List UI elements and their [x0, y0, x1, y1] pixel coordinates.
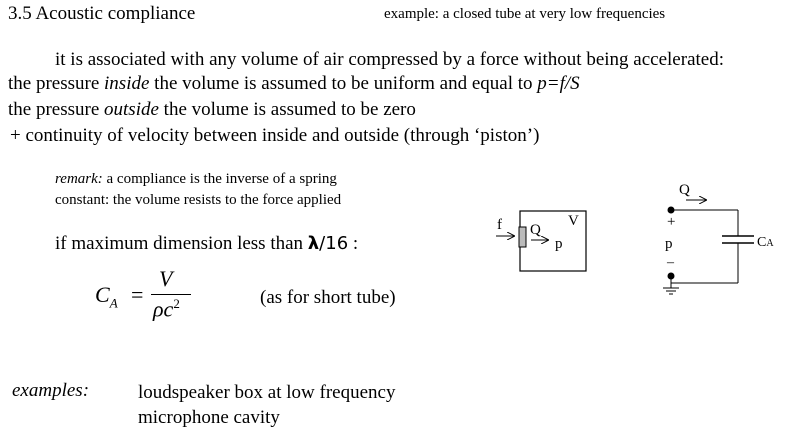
p2-emphasis: inside [104, 73, 150, 94]
volume-label: V [568, 213, 579, 229]
p3-emphasis: outside [104, 99, 159, 120]
circuit-flow-label: Q [679, 182, 690, 198]
example-item: microphone cavity [138, 407, 280, 428]
force-label: f [497, 217, 502, 233]
ground-icon [663, 288, 679, 294]
capacitor-subscript: A [766, 238, 774, 249]
paragraph-1: it is associated with any volume of air compressed by a force without being accelerated: [55, 49, 724, 70]
formula-den-exponent: 2 [173, 296, 180, 311]
paragraph-4: + continuity of velocity between inside and outside (through ‘piston’) [10, 125, 540, 146]
formula-den-base: ρc [153, 296, 174, 322]
p3-post: the volume is assumed to be zero [158, 99, 416, 120]
examples-label: examples: [12, 380, 90, 401]
formula-note: (as for short tube) [260, 287, 396, 308]
section-title: 3.5 Acoustic compliance [8, 3, 196, 24]
circuit-pressure-label: p [665, 236, 673, 252]
p3-pre: the pressure [8, 99, 105, 120]
piston [519, 227, 526, 247]
volume-box-diagram [496, 211, 586, 271]
remark-text-1: a compliance is the inverse of a spring [102, 171, 337, 187]
remark-label: remark: [55, 171, 103, 187]
example-heading: example: a closed tube at very low frequencies [384, 6, 666, 22]
lambda-symbol: λ [307, 233, 320, 254]
example-item: loudspeaker box at low frequency [138, 382, 396, 403]
formula-numerator: V [159, 266, 173, 291]
flow-label: Q [530, 222, 541, 238]
remark-line-2: constant: the volume resists to the force applied [55, 192, 342, 208]
plus-sign: + [667, 214, 676, 230]
p2-mid: the volume is assumed to be uniform and equal to [149, 73, 538, 94]
capacitor-label [757, 235, 774, 250]
capacitor-symbol: C [757, 235, 767, 250]
condition-text: if maximum dimension less than [55, 233, 308, 254]
compliance-circuit [663, 182, 774, 294]
p2-formula: p=f/S [537, 73, 580, 94]
p2-pre: the pressure [8, 73, 105, 94]
formula-lhs-symbol: C [95, 282, 110, 307]
lambda-fraction: /16 [319, 233, 349, 254]
condition-colon: : [348, 233, 359, 254]
formula-lhs-subscript: A [109, 295, 118, 311]
pressure-label: p [555, 236, 563, 252]
minus-sign: – [667, 255, 674, 270]
formula-equals: = [131, 282, 144, 307]
